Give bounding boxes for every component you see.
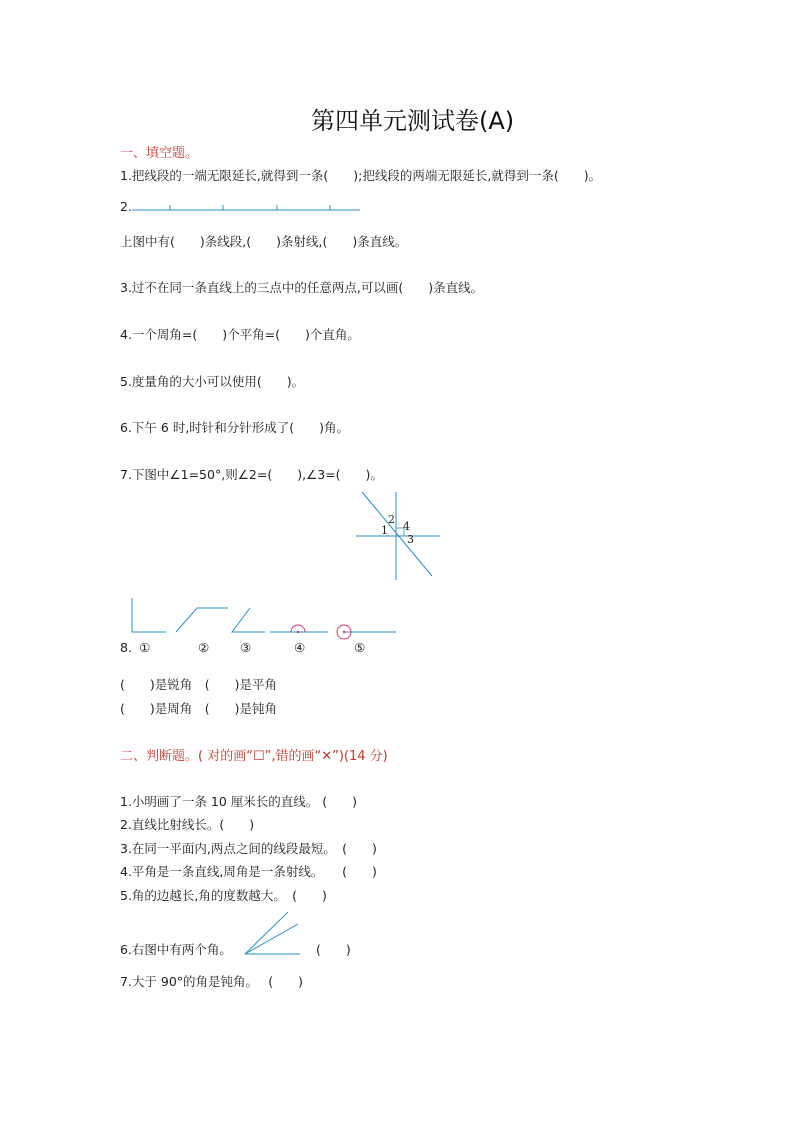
question-7: 7.下图中∠1=50°,则∠2=( ),∠3=( )。	[120, 467, 383, 482]
angle-marker-5: ⑤	[354, 640, 366, 655]
angle-label-3: 3	[407, 533, 414, 546]
question-4: 4.一个周角=( )个平角=( )个直角。	[120, 327, 360, 342]
angle-label-4: 4	[403, 520, 410, 533]
angle-marker-2: ②	[198, 640, 210, 655]
judge-item-2: 2.直线比射线长。( )	[120, 817, 255, 832]
judge-item-6-blank: ( )	[316, 942, 351, 957]
angle-marker-3: ③	[240, 640, 252, 655]
judge-item-5: 5.角的边越长,角的度数越大。 ( )	[120, 888, 327, 903]
segment-line-figure	[130, 203, 362, 213]
two-angles-figure	[244, 910, 302, 956]
question-8-label: 8.	[120, 640, 132, 655]
section-heading-true-false: 二、判断题。( 对的画“☐”,错的画“✕”)(14 分)	[120, 749, 388, 764]
angle-label-2: 2	[388, 513, 395, 526]
question-2-label: 2.	[120, 199, 132, 214]
question-8-answer-line-1: ( )是锐角 ( )是平角	[120, 677, 278, 692]
judge-item-7: 7.大于 90°的角是钝角。 ( )	[120, 974, 304, 989]
judge-item-4: 4.平角是一条直线,周角是一条射线。 ( )	[120, 864, 377, 879]
question-6: 6.下午 6 时,时针和分针形成了( )角。	[120, 420, 350, 435]
question-1: 1.把线段的一端无限延长,就得到一条( );把线段的两端无限延长,就得到一条( )。	[120, 168, 602, 183]
angle-types-figures	[130, 596, 400, 636]
angle-intersection-figure	[356, 492, 440, 580]
section-heading-fill-in: 一、填空题。	[120, 146, 199, 161]
question-3: 3.过不在同一条直线上的三点中的任意两点,可以画( )条直线。	[120, 280, 484, 295]
judge-item-6: 6.右图中有两个角。	[120, 942, 232, 957]
angle-marker-4: ④	[294, 640, 306, 655]
question-8-answer-line-2: ( )是周角 ( )是钝角	[120, 701, 278, 716]
judge-item-1: 1.小明画了一条 10 厘米长的直线。 ( )	[120, 794, 358, 809]
question-2-text: 上图中有( )条线段,( )条射线,( )条直线。	[120, 234, 408, 249]
question-5: 5.度量角的大小可以使用( )。	[120, 374, 305, 389]
page-title: 第四单元测试卷(A)	[311, 107, 515, 135]
angle-label-1: 1	[381, 524, 388, 537]
judge-item-3: 3.在同一平面内,两点之间的线段最短。 ( )	[120, 841, 377, 856]
angle-marker-1: ①	[139, 640, 151, 655]
